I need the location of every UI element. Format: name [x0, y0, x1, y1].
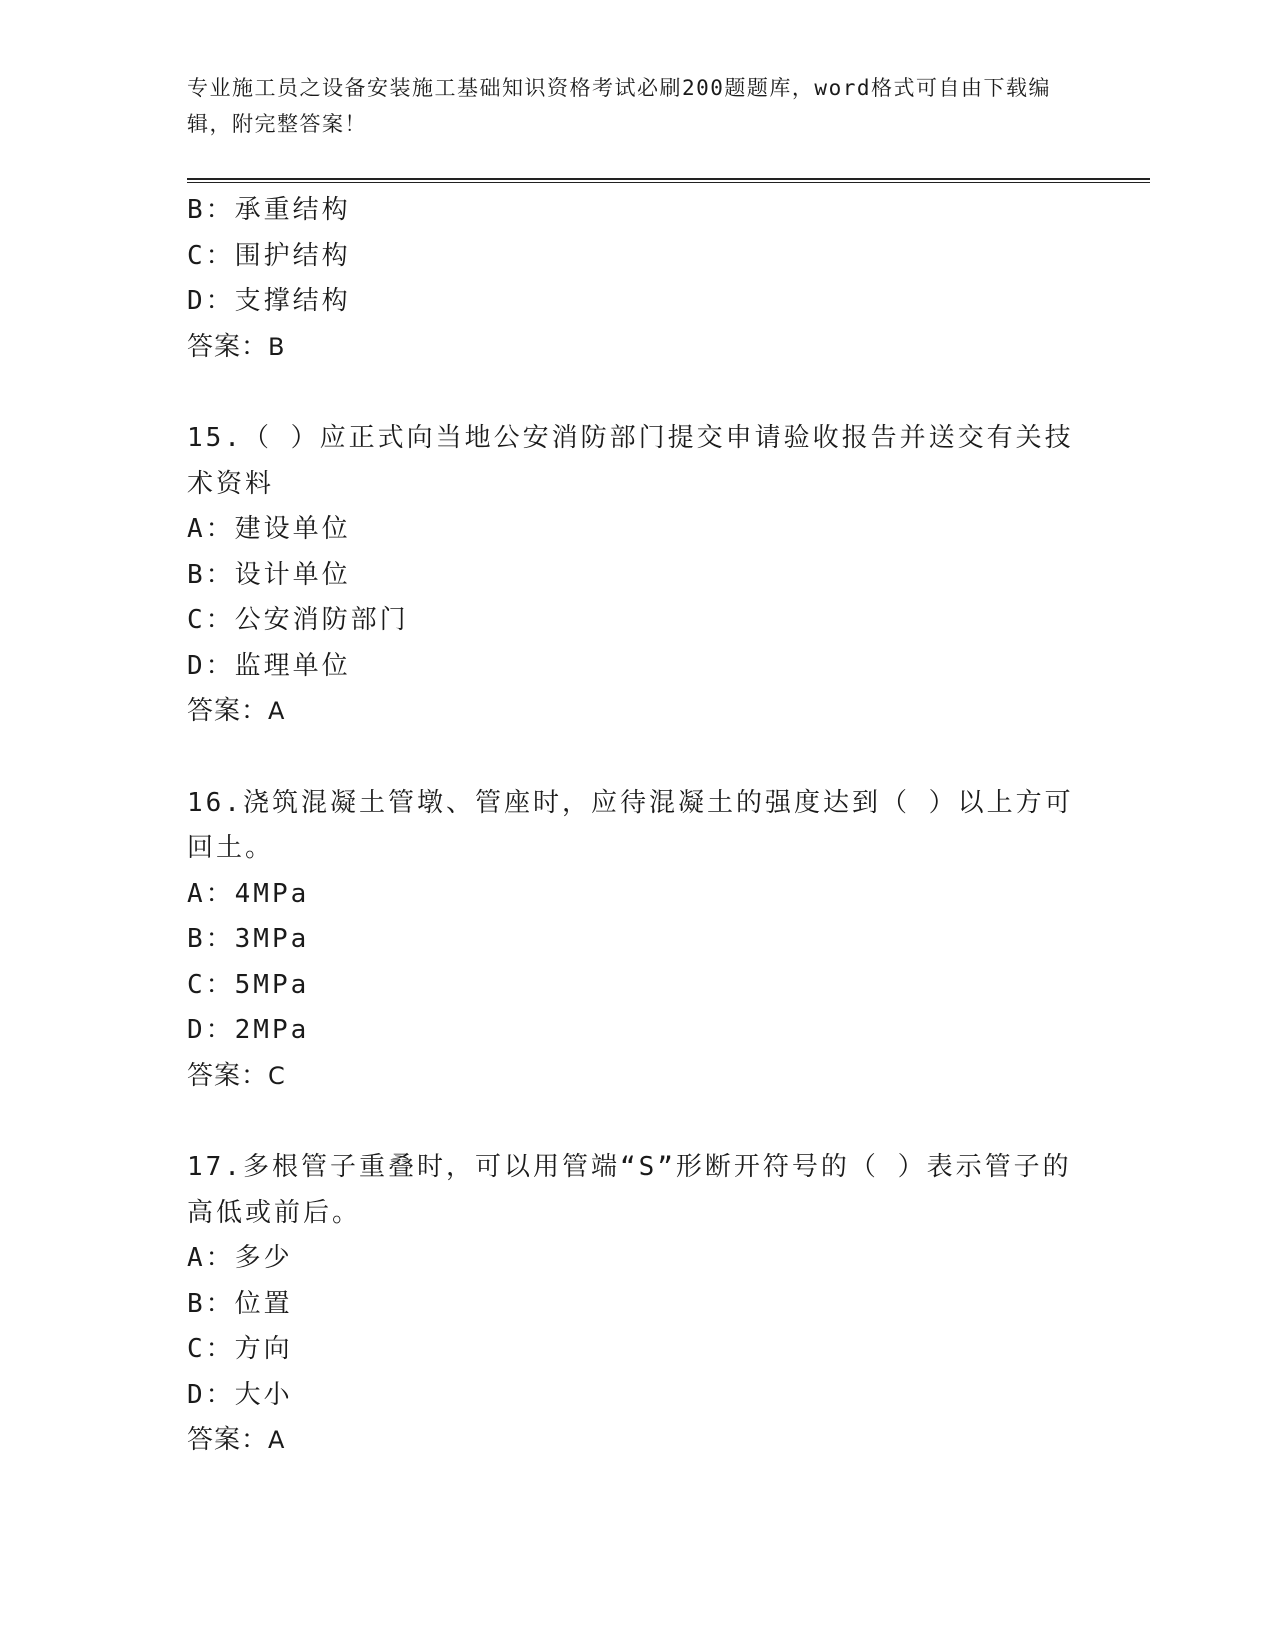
question-stem: 16.浇筑混凝土管墩、管座时，应待混凝土的强度达到（ ）以上方可: [187, 787, 1074, 818]
option-d: D：2MPa: [187, 1015, 310, 1045]
option-c: C：围护结构: [187, 240, 351, 271]
question-partial: [187, 188, 1087, 370]
question-stem-continued: 回土。: [187, 833, 275, 863]
question-stem-continued: 高低或前后。: [187, 1197, 362, 1228]
document-title: 专业施工员之设备安装施工基础知识资格考试必刷200题题库，word格式可自由下载编辑，附完整答案！: [187, 76, 1051, 136]
option-b: B：设计单位: [187, 559, 351, 590]
option-d: D：支撑结构: [187, 286, 351, 316]
answer-line: 答案：A: [187, 696, 285, 726]
header-divider: [187, 178, 1150, 183]
document-header: [187, 70, 1067, 142]
question-stem: 15.（ ）应正式向当地公安消防部门提交申请验收报告并送交有关技: [187, 423, 1074, 453]
question-stem-continued: 术资料: [187, 468, 275, 499]
option-a: A：4MPa: [187, 878, 310, 909]
question-15: [187, 416, 1087, 735]
option-b: B：位置: [187, 1288, 293, 1319]
option-c: C：方向: [187, 1334, 293, 1364]
answer-line: 答案：A: [187, 1425, 285, 1455]
option-b: B：承重结构: [187, 195, 351, 225]
question-16: [187, 781, 1087, 1100]
question-17: [187, 1145, 1087, 1464]
option-c: C：5MPa: [187, 969, 310, 1000]
answer-line: 答案：C: [187, 1060, 285, 1091]
option-a: A：建设单位: [187, 514, 351, 544]
option-c: C：公安消防部门: [187, 605, 409, 635]
answer-line: 答案：B: [187, 331, 285, 362]
question-list: [187, 188, 1087, 1464]
option-d: D：大小: [187, 1379, 293, 1410]
option-a: A：多少: [187, 1243, 293, 1273]
question-stem: 17.多根管子重叠时，可以用管端“S”形断开符号的（ ）表示管子的: [187, 1152, 1072, 1182]
option-b: B：3MPa: [187, 924, 310, 954]
option-d: D：监理单位: [187, 650, 351, 681]
